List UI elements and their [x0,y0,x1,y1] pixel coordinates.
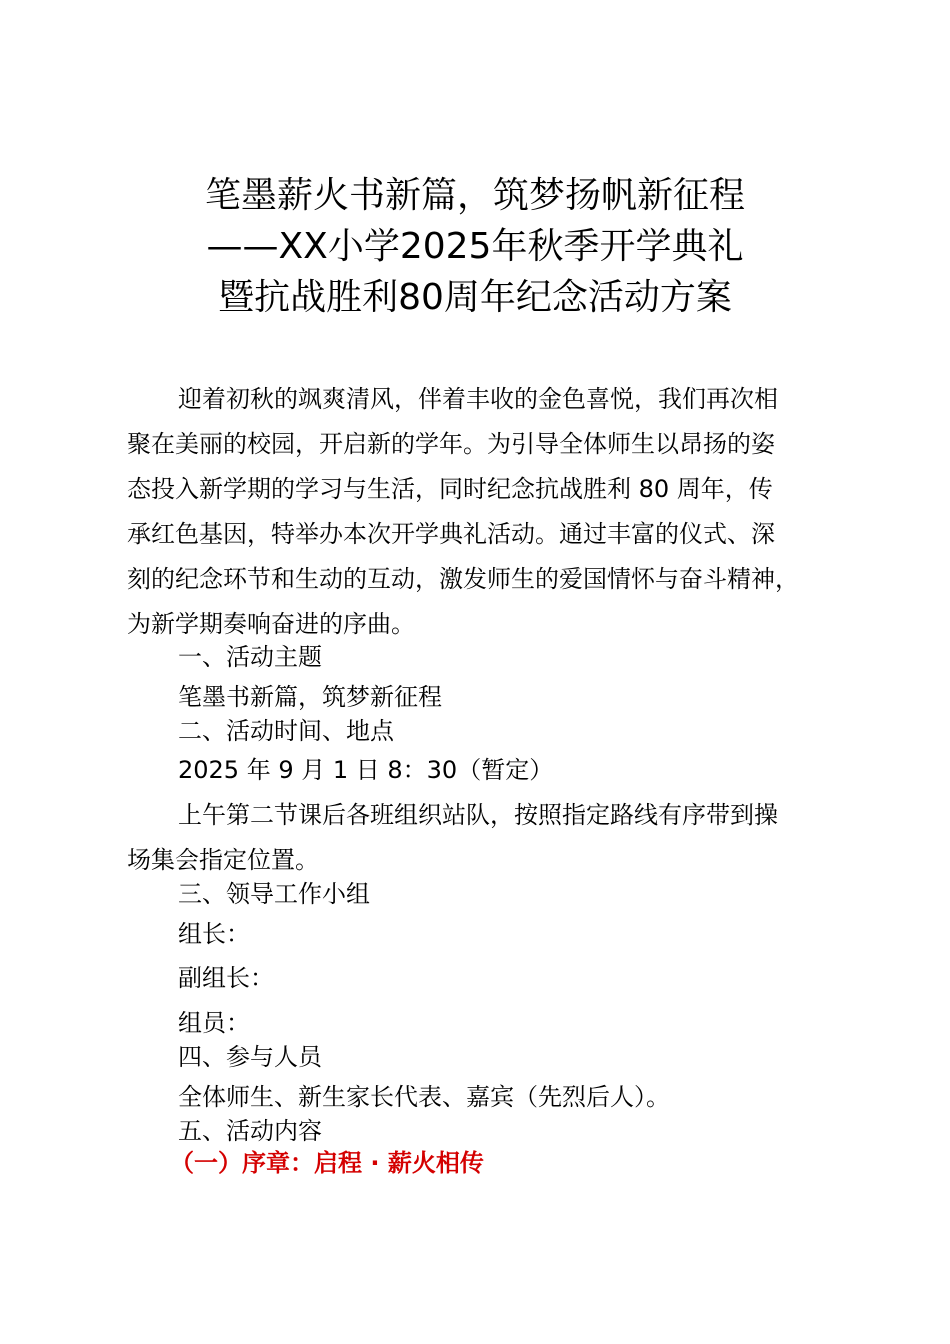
intro-line-6: 为新学期奏响奋进的序曲。 [127,610,415,638]
subsection-1-heading: （一）序章：启程 · 薪火相传 [170,1149,484,1177]
section-3-heading: 三、领导工作小组 [178,880,370,908]
title-line-1: 笔墨薪火书新篇，筑梦扬帆新征程 [204,175,745,216]
intro-line-2: 聚在美丽的校园，开启新的学年。为引导全体师生以昂扬的姿 [127,430,775,458]
intro-line-4: 承红色基因，特举办本次开学典礼活动。通过丰富的仪式、深 [127,520,775,548]
section-2-time: 2025 年 9 月 1 日 8：30（暂定） [178,756,554,784]
section-4-text: 全体师生、新生家长代表、嘉宾（先烈后人）。 [178,1083,670,1111]
section-4-heading: 四、参与人员 [178,1043,322,1071]
section-1-heading: 一、活动主题 [178,643,322,671]
leader-label: 组长： [178,920,250,948]
section-5-heading: 五、活动内容 [178,1117,322,1145]
section-2-place-line-1: 上午第二节课后各班组织站队，按照指定路线有序带到操 [178,801,778,829]
section-2-heading: 二、活动时间、地点 [178,717,394,745]
section-1-text: 笔墨书新篇，筑梦新征程 [178,683,442,711]
title-line-3: 暨抗战胜利80周年纪念活动方案 [218,277,732,318]
intro-line-5: 刻的纪念环节和生动的互动，激发师生的爱国情怀与奋斗精神， [127,565,799,593]
section-2-place-line-2: 场集会指定位置。 [127,846,319,874]
intro-line-1: 迎着初秋的飒爽清风，伴着丰收的金色喜悦，我们再次相 [178,385,778,413]
intro-line-3: 态投入新学期的学习与生活，同时纪念抗战胜利 80 周年，传 [127,475,773,503]
vice-leader-label: 副组长： [178,964,274,992]
member-label: 组员： [178,1009,250,1037]
title-line-2: ——XX小学2025年秋季开学典礼 [206,226,744,267]
